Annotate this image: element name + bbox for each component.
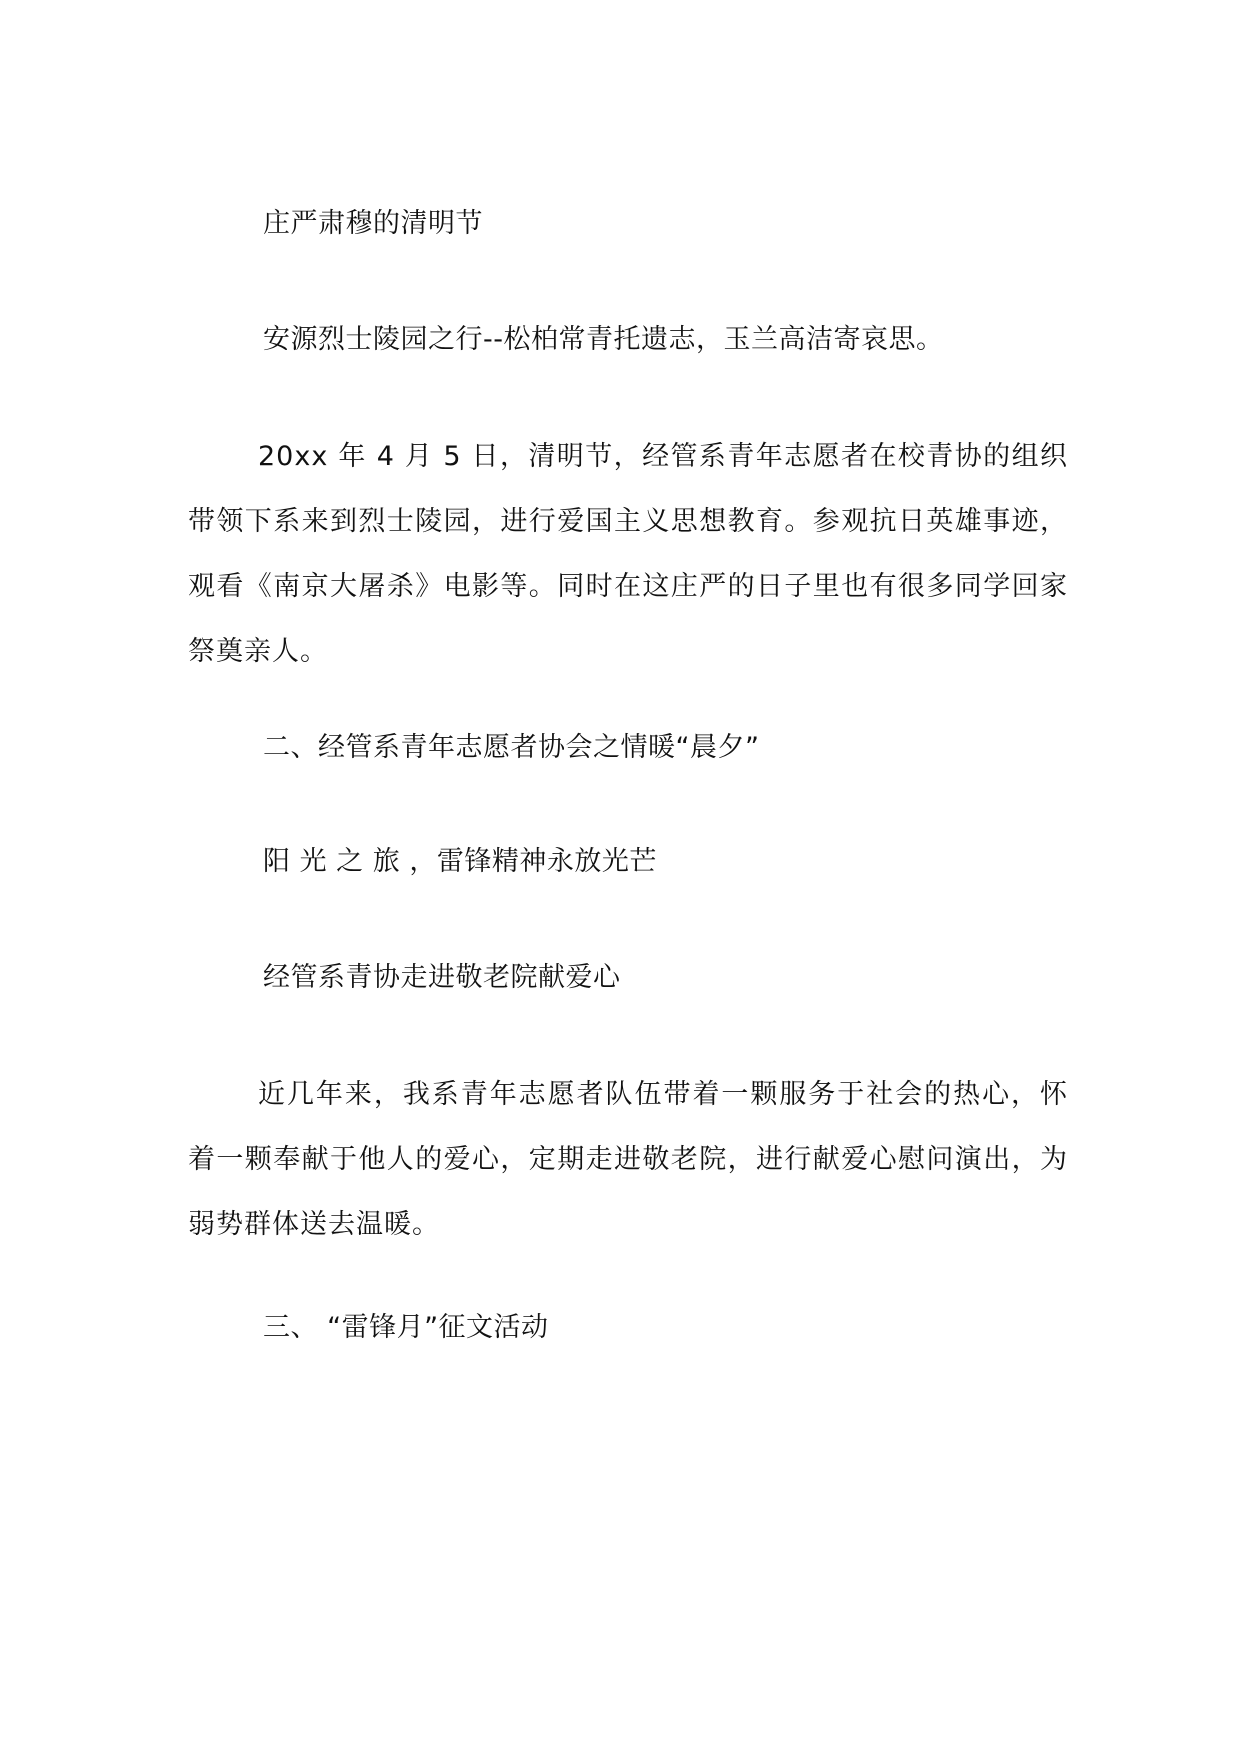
subheading-cemetery-visit: 安源烈士陵园之行--松柏常青托遗志，玉兰高洁寄哀思。 — [263, 324, 944, 355]
heading-qingming: 庄严肃穆的清明节 — [263, 208, 483, 239]
paragraph-qingming-activity: 20xx 年 4 月 5 日，清明节，经管系青年志愿者在校青协的组织带领下系来到烈士陵园，进行爱国主义思想教育。参观抗日英雄事迹，观看《南京大屠杀》电影等。同时在这庄严的日子里也有很多同学回家祭奠亲人。 — [188, 441, 1068, 667]
subheading-nursing-home: 经管系青协走进敬老院献爱心 — [263, 962, 621, 993]
paragraph-nursing-home: 近几年来，我系青年志愿者队伍带着一颗服务于社会的热心，怀着一颗奉献于他人的爱心，定期走进敬老院，进行献爱心慰问演出，为弱势群体送去温暖。 — [188, 1079, 1068, 1240]
section-three-title: 三、 “雷锋月”征文活动 — [263, 1312, 549, 1343]
section-two-title: 二、经管系青年志愿者协会之情暖“晨夕” — [263, 732, 760, 763]
subheading-sunshine-journey: 阳 光 之 旅 ，雷锋精神永放光芒 — [263, 846, 657, 877]
